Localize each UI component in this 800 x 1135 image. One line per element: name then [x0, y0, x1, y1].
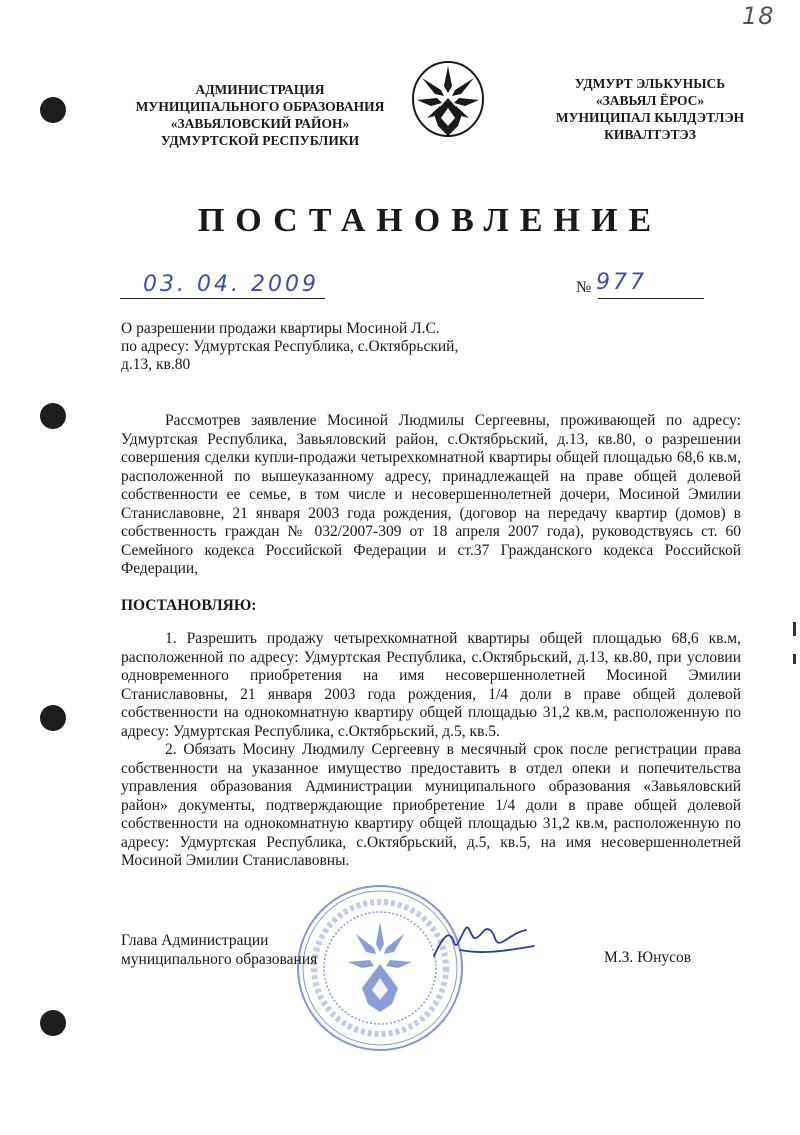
punch-hole-3	[40, 705, 66, 731]
coat-of-arms-icon	[411, 60, 485, 138]
date-underline	[120, 298, 325, 299]
preamble-paragraph: Рассмотрев заявление Мосиной Людмилы Сергеевны, проживающей по адресу: Удмуртская Республика, Завьяловский район, с.Октябрьский, д.13, кв.80, о разрешении совершения сделки купли-продажи четырехкомнатной квартиры общей площадью 68,6 кв.м, расположенной по вышеуказанному адресу, принадлежащей на праве общей долевой собственности ее семье, в том числе и несовершеннолетней дочери, Мосиной Эмилии Станиславовне, 21 января 2003 года рождения, (договор на передачу квартир (домов) в собственность граждан № 032/2007-309 от 18 апреля 2007 года), руководствуясь ст. 60 Семейного кодекса Российской Федерации и ст.37 Гражданского кодекса Российской Федерации,	[121, 412, 741, 577]
header-right-line: КИВАЛТЭТЭЗ	[604, 127, 696, 142]
document-subject	[121, 320, 458, 374]
page-number: 18	[742, 2, 775, 30]
signer-title	[121, 931, 317, 969]
signer-title-line: муниципального образования	[121, 951, 318, 968]
handwritten-signature-icon	[430, 916, 540, 972]
scan-edge-mark	[793, 622, 796, 636]
number-underline	[598, 298, 704, 299]
resolution-item: 1. Разрешить продажу четырехкомнатной квартиры общей площадью 68,6 кв.м, расположенной по адресу: Удмуртская Республика, с.Октябрьский, д.13, кв.80, при условии одновременного приобретения на имя несовершеннолетней Мосиной Эмилии Станиславовны, 21 января 2003 года рождения, 1/4 доли в праве общей долевой собственности на однокомнатную квартиру общей площадью 31,2 кв.м, расположенную по адресу: Удмуртская Республика, с.Октябрьский, д.5, кв.5.	[121, 630, 741, 740]
header-left-block	[110, 81, 410, 149]
header-right-block	[520, 75, 780, 143]
subject-line: по адресу: Удмуртская Республика, с.Октябрьский,	[121, 338, 459, 355]
signer-name: М.З. Юнусов	[604, 949, 692, 966]
punch-hole-4	[40, 1010, 66, 1036]
resolution-item: 2. Обязать Мосину Людмилу Сергеевну в месячный срок после регистрации права собственности на указанное имущество предоставить в отдел опеки и попечительства управления образования Администрации муниципального образования «Завьяловский район» документы, подтверждающие приобретение 1/4 доли в праве общей долевой собственности на однокомнатную квартиру общей площадью 31,2 кв.м, расположенную по адресу: Удмуртская Республика, с.Октябрьский, д.5, кв.5, на имя несовершеннолетней Мосиной Эмилии Станиславовны.	[121, 741, 741, 869]
resolve-heading: ПОСТАНОВЛЯЮ:	[121, 597, 257, 614]
scan-edge-mark	[793, 654, 796, 664]
punch-hole-1	[40, 97, 66, 123]
header-right-line: УДМУРТ ЭЛЬКУНЫСЬ	[574, 76, 726, 91]
number-label: №	[576, 279, 592, 296]
header-right-line: МУНИЦИПАЛ КЫЛДЭТЛЭН	[555, 110, 745, 125]
header-left-line: МУНИЦИПАЛЬНОГО ОБРАЗОВАНИЯ	[135, 99, 385, 114]
header-left-line: УДМУРТСКОЙ РЕСПУБЛИКИ	[160, 133, 360, 148]
header-right-line: «ЗАВЬЯЛ ЁРОС»	[595, 93, 705, 108]
punch-hole-2	[40, 403, 66, 429]
document-date: 03. 04. 2009	[143, 272, 319, 297]
header-left-line: «ЗАВЬЯЛОВСКИЙ РАЙОН»	[170, 116, 350, 131]
document-title: ПОСТАНОВЛЕНИЕ	[197, 202, 663, 239]
signer-title-line: Глава Администрации	[121, 932, 269, 949]
document-number: 977	[596, 270, 647, 295]
subject-line: д.13, кв.80	[121, 356, 191, 373]
resolution-items	[121, 630, 741, 871]
subject-line: О разрешении продажи квартиры Мосиной Л.С.	[121, 320, 440, 337]
header-left-line: АДМИНИСТРАЦИЯ	[195, 82, 325, 97]
